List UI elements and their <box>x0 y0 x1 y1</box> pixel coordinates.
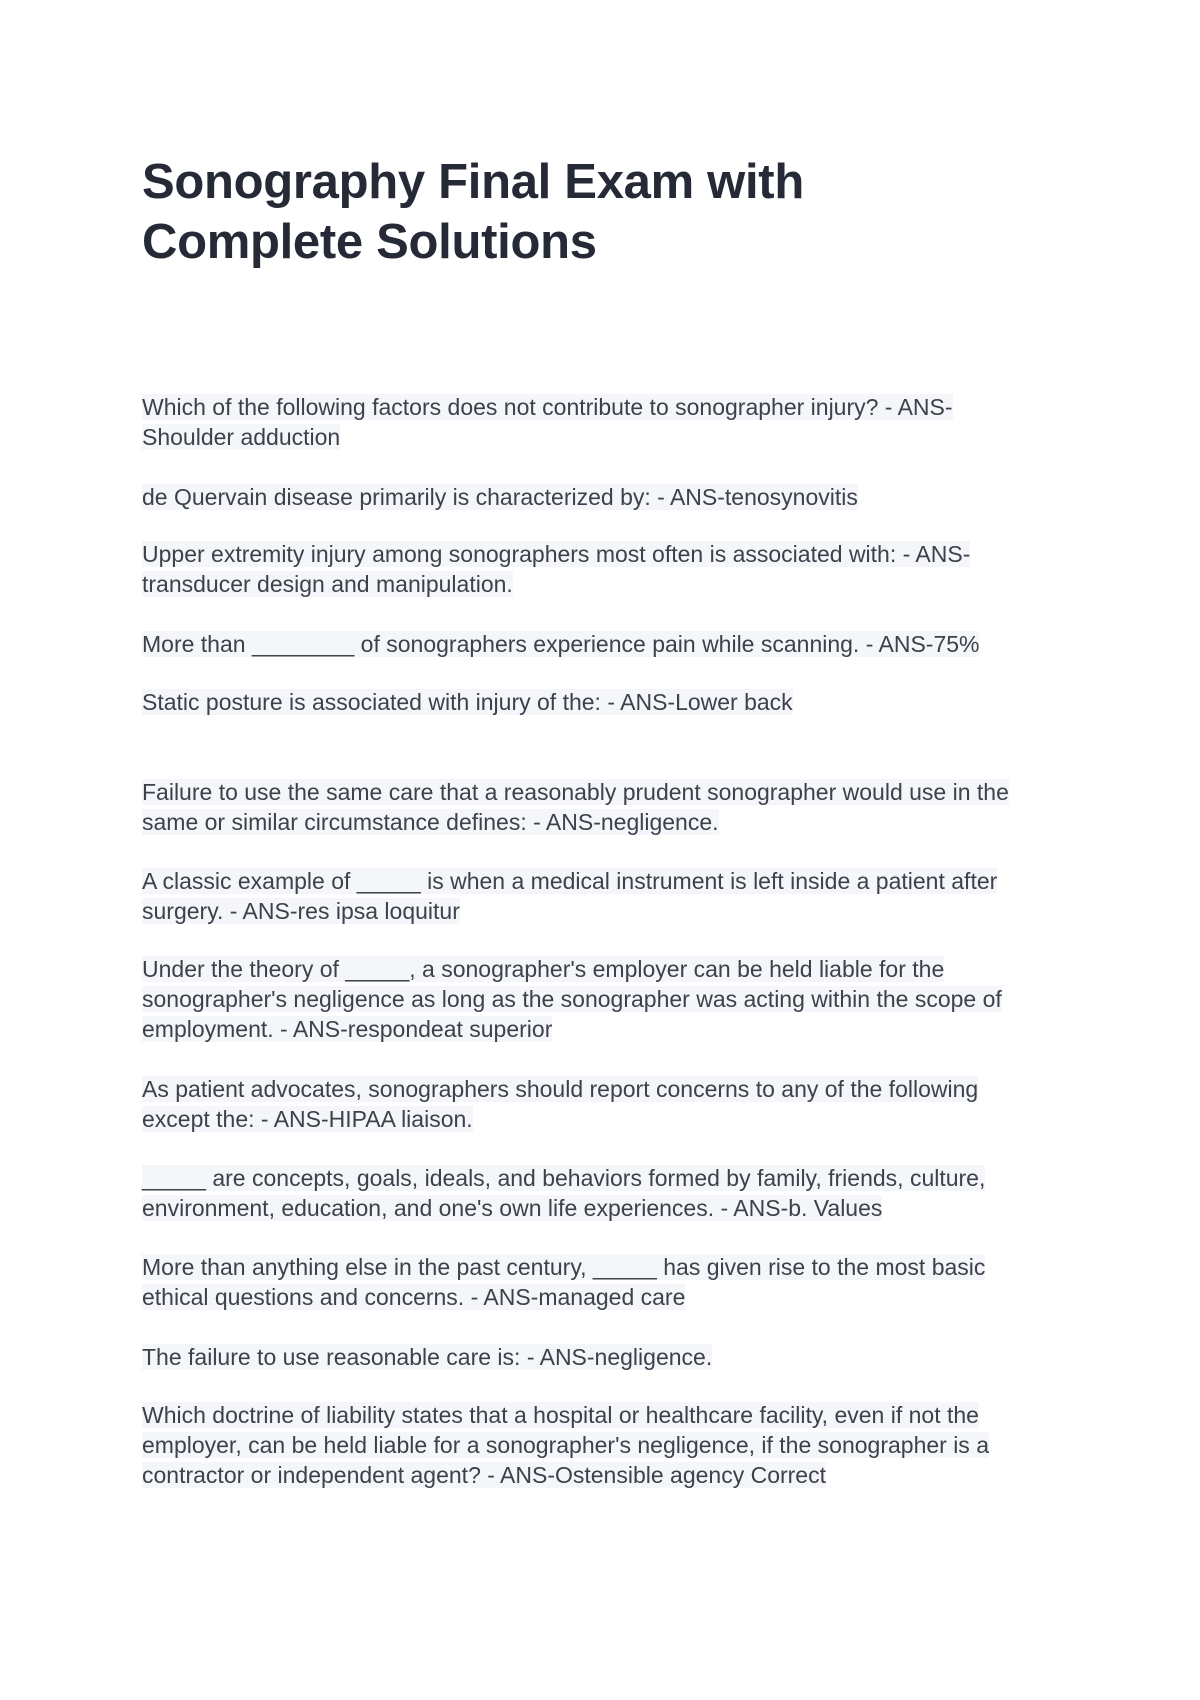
question-answer-item <box>142 482 1042 512</box>
qa-line: surgery. - ANS-res ipsa loquitur <box>142 898 460 924</box>
qa-line: The failure to use reasonable care is: - ANS-negligence. <box>142 1344 713 1370</box>
question-answer-item <box>142 954 1042 1044</box>
qa-line: employment. - ANS-respondeat superior <box>142 1016 553 1042</box>
qa-line: More than ________ of sonographers experience pain while scanning. - ANS-75% <box>142 631 980 657</box>
qa-line: Static posture is associated with injury of the: - ANS-Lower back <box>142 689 793 715</box>
qa-line: contractor or independent agent? - ANS-Ostensible agency Correct <box>142 1462 826 1488</box>
question-answer-item <box>142 777 1042 837</box>
qa-line: Under the theory of _____, a sonographer's employer can be held liable for the <box>142 956 945 982</box>
qa-line: Shoulder adduction <box>142 424 341 450</box>
question-answer-item <box>142 629 1042 659</box>
title-line-1: Sonography Final Exam with <box>142 155 804 209</box>
qa-line: same or similar circumstance defines: - ANS-negligence. <box>142 809 719 835</box>
question-answer-item <box>142 1342 1042 1372</box>
qa-line: de Quervain disease primarily is characterized by: - ANS-tenosynovitis <box>142 484 858 510</box>
title-line-2: Complete Solutions <box>142 215 597 269</box>
document-title <box>142 152 902 272</box>
qa-line: A classic example of _____ is when a medical instrument is left inside a patient after <box>142 868 998 894</box>
qa-line: Which of the following factors does not contribute to sonographer injury? - ANS- <box>142 394 953 420</box>
qa-line: employer, can be held liable for a sonographer's negligence, if the sonographer is a <box>142 1432 989 1458</box>
qa-line: environment, education, and one's own life experiences. - ANS-b. Values <box>142 1195 883 1221</box>
qa-line: Which doctrine of liability states that a hospital or healthcare facility, even if not the <box>142 1402 979 1428</box>
qa-line: As patient advocates, sonographers should report concerns to any of the following <box>142 1076 979 1102</box>
question-answer-item <box>142 392 1042 452</box>
question-answer-item <box>142 539 1042 599</box>
question-answer-item <box>142 1252 1042 1312</box>
question-answer-item <box>142 1400 1042 1490</box>
question-answer-item <box>142 687 1042 717</box>
qa-line: ethical questions and concerns. - ANS-managed care <box>142 1284 686 1310</box>
question-answer-item <box>142 1074 1042 1134</box>
question-answer-item <box>142 1163 1042 1223</box>
qa-line: More than anything else in the past century, _____ has given rise to the most basic <box>142 1254 986 1280</box>
qa-line: sonographer's negligence as long as the sonographer was acting within the scope of <box>142 986 1002 1012</box>
question-answer-item <box>142 866 1042 926</box>
qa-line: _____ are concepts, goals, ideals, and behaviors formed by family, friends, culture, <box>142 1165 986 1191</box>
qa-line: except the: - ANS-HIPAA liaison. <box>142 1106 473 1132</box>
qa-line: Upper extremity injury among sonographers most often is associated with: - ANS- <box>142 541 971 567</box>
qa-line: transducer design and manipulation. <box>142 571 513 597</box>
qa-line: Failure to use the same care that a reasonably prudent sonographer would use in the <box>142 779 1009 805</box>
